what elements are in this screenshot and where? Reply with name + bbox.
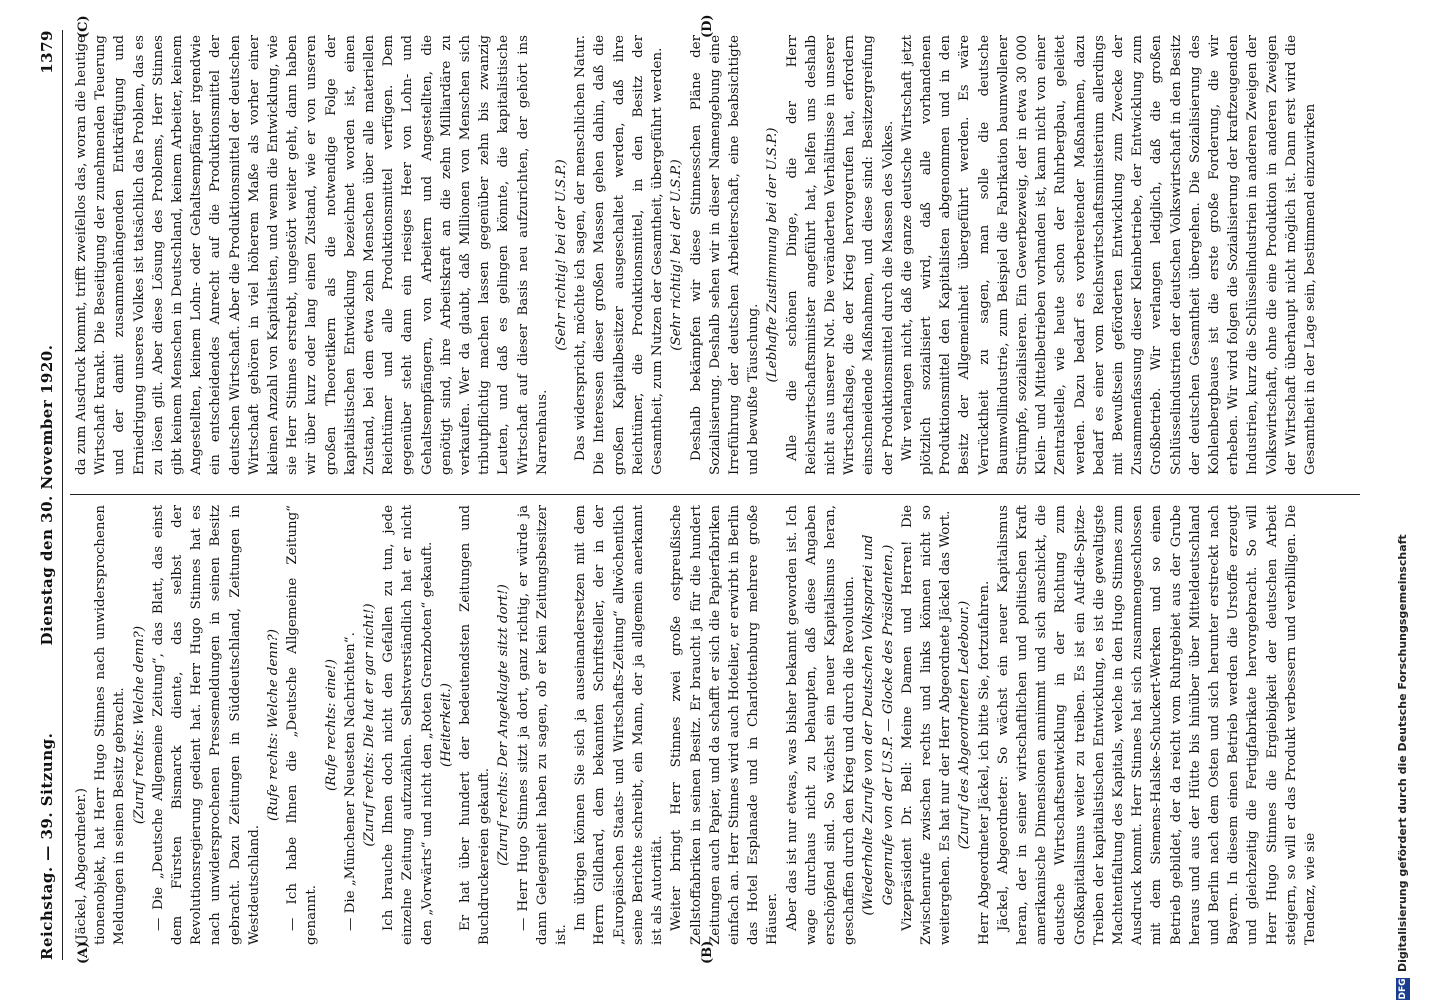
interjection: (Zuruf rechts: Welche denn?) [131,625,147,825]
interjection: (Wiederholte Zurufe von der Deutschen Volkspartei und Gegenrufe von der U.S.P. — Glocke des Präsidenten.) [861,534,896,916]
header-date: Dienstag den 30. November 1920. [38,344,56,646]
left-column [72,505,1320,945]
interjection: (Zuruf des Abgeordneten Ledebour.) [957,600,973,850]
interjection: (Zuruf rechts: Der Angeklagte sitzt dort!) [496,584,512,866]
paragraph: — Ich habe Ihnen die „Deutsche Allgemeine Zeitung“ genannt. [285,505,320,945]
paragraph: Jäckel, Abgeordneter: So wächst ein neuer Kapitalismus heran, der in seiner wirtschaftlichen und politischen Kraft amerikanische Dimensionen annimmt und sich anschickt, die deutsche Wirtschaftsentwicklung in der Richtung zum Großkapitalismus weiter zu treiben. Es ist ein Auf-die-Spitze-Treiben der kapitalistischen Entwicklung, es ist die gewaltigste Machtentfaltung des Kapitals, welche in den Hugo Stinnes zum Ausdruck kommt. Herr Stinnes hat sich zusammengeschlossen mit dem Siemens-Halske-Schuckert-Werken und so einen Betrieb gebildet, der da reicht vom Ruhrgebiet aus der Grube heraus und aus der Hütte bis hinüber über Mitteldeutschland und Berlin nach dem Osten und sich herunter erstreckt nach Bayern. In diesem einen Betrieb werden die Urstoffe erzeugt und gleichzeitig die Fertigfabrikate hervorgebracht. So will Herr Hugo Stinnes die Ergiebigkeit der deutschen Arbeit steigern, so will er das Produkt verbessern und verbilligen. Die Tendenz, wie sie [995,505,1318,945]
paragraph: Das widerspricht, möchte ich sagen, der menschlichen Natur. Die Interessen dieser großen Massen gehen dahin, daß die großen Kapitalbesitzer ausgeschaltet werden, daß ihre Reichtümer, die Produktionsmittel, in den Besitz der Gesamtheit, zum Nutzen der Gesamtheit, übergeführt werden. [573,35,666,475]
paragraph: Deshalb bekämpfen wir diese Stinnesschen Pläne der Sozialisierung. Deshalb sehen wir in dieser Namengebung eine Irreführung der deutschen Arbeiterschaft, eine beabsichtigte und bewußte Täuschung. [688,35,762,475]
paragraph: Wir verlangen nicht, daß die ganze deutsche Wirtschaft jetzt plötzlich sozialisiert wird, daß alle vorhandenen Produktionsmittel den Kapitalisten abgenommen und in den Besitz der Allgemeinheit übergeführt werden. Es wäre Verrücktheit zu sagen, man solle die deutsche Baumwollindustrie, zum Beispiel die Fabrikation baumwollener Strümpfe, sozialisieren. Ein Gewerbezweig, der in etwa 30 000 Klein- und Mittelbetrieben vorhanden ist, kann nicht von einer Zentralstelle, wie heute schon der Ruhrbergbau, geleitet werden. Dazu bedarf es vorbereitender Maßnahmen, dazu bedarf es einer vom Reichswirtschaftsministerium allerdings mit Bewußtsein geförderten Entwicklung zum Zwecke der Zusammenfassung dieser Kleinbetriebe, der Entwicklung zum Großbetrieb. Wir verlangen lediglich, daß die großen Schlüsselindustrien der deutschen Volkswirtschaft in den Besitz der deutschen Gesamtheit übergehen. Die Sozialisierung des Kohlenbergbaues ist die erste große Forderung, die wir erheben. Wir wird folgen die Sozialisierung der kraftzeugenden Industrien, kurz die Schlüsselindustrien in anderen Zweigen der Volkswirtschaft, ohne die eine Produktion in anderen Zweigen der Wirtschaft überhaupt nicht möglich ist. Dann erst wird die Gesamtheit in der Lage sein, bestimmend einzuwirken [899,35,1318,475]
paragraph: Aber das ist nur etwas, was bisher bekannt geworden ist. Ich wage durchaus nicht zu behaupten, daß diese Angaben erschöpfend sind. So wächst ein neuer Kapitalismus heran, geschaffen durch den Krieg und durch die Revolution. [784,505,858,945]
margin-mark-d: (D) [700,14,715,38]
header-rule [62,30,63,960]
interjection: (Rufe rechts: eine!) [323,659,339,791]
margin-mark-c: (C) [76,15,91,38]
paragraph: Weiter bringt Herr Stinnes zwei große ostpreußische Zellstoffabriken in seinen Besitz. Er braucht ja für die hundert Zeitungen auch Papier, und da schafft er sich die Papierfabriken einfach an. Herr Stinnes wird auch Hotelier, er erwirbt in Berlin das Hotel Esplanade und in Charlottenburg mehrere große Häuser. [669,505,781,945]
paragraph: — Herr Hugo Stinnes sitzt ja dort, ganz richtig, er würde ja dann Gelegenheit haben zu sagen, ob er kein Zeitungsbesitzer ist. [515,505,570,945]
interjection: (Sehr richtig! bei der U.S.P.) [554,159,570,351]
footer [1392,0,1422,1000]
paragraph: Ich brauche Ihnen doch nicht den Gefallen zu tun, jede einzelne Zeitung aufzuzählen. Selbstverständlich hat er nicht den „Vorwärts“ und nicht den „Roten Grenzboten“ gekauft. [381,505,435,945]
footer-text: Digitalisierung gefördert durch die Deutsche Forschungsgemeinschaft [1396,534,1409,972]
paragraph: Alle die schönen Dinge, die der Herr Reichswirtschaftsminister angeführt hat, helfen uns deshalb nicht aus unserer Not. Die veränderten Verhältnisse in unserer Wirtschaftslage, die der Krieg hervorgerufen hat, erfordern einschneidende Maßnahmen, und diese sind: Besitzergreifung der Produktionsmittel durch die Massen des Volkes. [784,35,896,475]
paragraph: — Die „Münchener Neuesten Nachrichten“. [342,632,358,931]
interjection: (Lebhafte Zustimmung bei der U.S.P.) [765,127,781,383]
page-header [38,30,68,960]
paragraph: da zum Ausdruck kommt, trifft zweifellos das, woran die heutige Wirtschaft krankt. Die Beseitigung der zunehmenden Teuerung und der damit zusammenhängenden Entkräftigung und Erniedrigung unseres Volkes ist tatsächlich das Problem, das es zu lösen gilt. Aber diese Lösung des Problems, Herr Stinnes gibt keinem Menschen in Deutschland, keinem Arbeiter, keinem Angestellten, keinem Lohn- oder Gehaltsempfänger irgendwie ein entscheidendes Anrecht auf die Produktionsmittel der deutschen Wirtschaft. Aber die Produktionsmittel der deutschen Wirtschaft gehören in viel höherem Maße als vorher einer kleinen Anzahl von Kapitalisten, und wenn die Entwicklung, wie sie Herr Stinnes erstrebt, ungestört weiter geht, dann haben wir über kurz oder lang einen Zustand, wie er von unseren großen Theoretikern als die notwendige Folge der kapitalistischen Entwicklung bezeichnet worden ist, einen Zustand, bei dem etwa zehn Menschen über alle materiellen Reichtümer und alle Produktionsmittel verfügen. Dem gegenüber steht dann ein riesiges Heer von Lohn- und Gehaltsempfängern, von Arbeitern und Angestellten, die genötigt sind, ihre Arbeitskraft an die zehn Milliardäre zu verkaufen. Wer da glaubt, daß Millionen von Menschen sich tributpflichtig machen lassen gegenüber zehn bis zwanzig Leuten, und daß es gelingen könnte, die kapitalistische Wirtschaft auf dieser Basis neu aufzurichten, der gehört ins Narrenhaus. [74,35,550,475]
paragraph: Er hat über hundert der bedeutendsten Zeitungen und Buchdruckereien gekauft. [458,505,493,945]
paragraph: tionenobjekt, hat Herr Hugo Stinnes nach unwidersprochenen Meldungen in seinen Besitz gebracht. [93,505,128,945]
page-number: 1379 [38,30,56,74]
interjection: (Heiterkeit.) [438,683,454,767]
margin-mark-b: (B) [700,940,715,964]
right-column [72,35,1320,475]
interjection: (Rufe rechts: Welche denn?) [266,629,282,821]
interjection: (Sehr richtig! bei der U.S.P.) [669,159,685,351]
dfg-logo: DFG [1398,978,1408,1000]
margin-mark-a: (A) [76,941,91,964]
paragraph: — Die „Deutsche Allgemeine Zeitung“, das Blatt, das einst dem Fürsten Bismarck diente, das selbst der Revolutionsregierung gedient hat. Herr Hugo Stinnes hat es nach unwidersprochenen Pressemeldungen in seinen Besitz gebracht. Dazu Zeitungen in Süddeutschland, Zeitungen in Westdeutschland. [150,505,262,945]
column-divider [70,494,1360,495]
paragraph: Vizepräsident Dr. Bell: Meine Damen und Herren! Die Zwischenrufe zwischen rechts und links können nicht so weitergehen. Es hat nur der Herr Abgeordnete Jäckel das Wort. [899,505,954,945]
paragraph: Herr Abgeordneter Jäckel, ich bitte Sie, fortzufahren. [976,580,992,945]
interjection: (Zuruf rechts: Die hat er gar nicht!) [362,603,378,847]
paragraph: (Jäckel, Abgeordneter.) [74,788,89,945]
header-left: Reichstag. — 39. Sitzung. [38,732,56,960]
paragraph: Im übrigen können Sie sich ja auseinandersetzen mit dem Herrn Gildhard, dem bekannten Schriftsteller, der in der „Europäischen Staats- und Wirtschafts-Zeitung“ allwöchentlich seine Berichte schreibt, ein Mann, der ja allgemein anerkannt ist als Autorität. [573,505,666,945]
